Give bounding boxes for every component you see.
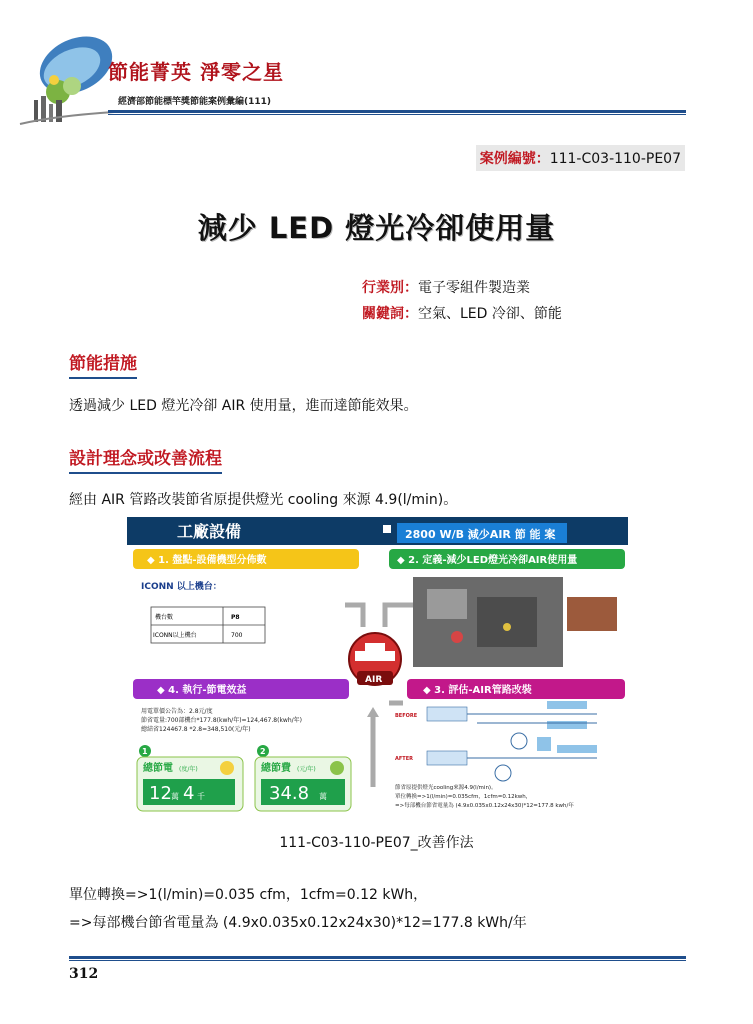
design-text: 經由 AIR 管路改裝節省原提供燈光 cooling 來源 4.9(l/min)。 bbox=[69, 492, 458, 508]
bulb-icon bbox=[220, 761, 234, 775]
before-label: BEFORE bbox=[395, 713, 418, 719]
industry-value: 電子零組件製造業 bbox=[418, 280, 530, 296]
photo-notes bbox=[573, 635, 621, 653]
figure-svg bbox=[127, 517, 628, 815]
banner-text: 2800 W/B 減少AIR 節 能 案 bbox=[405, 528, 556, 541]
before-loop bbox=[511, 733, 527, 749]
improvement-figure bbox=[127, 517, 628, 815]
svg-text:萬: 萬 bbox=[319, 792, 327, 801]
svg-text:(度/年): (度/年) bbox=[179, 766, 198, 773]
note-line-2: 單位轉換=>1(l/min)=0.035cfm，1cfm=0.12kwh， bbox=[395, 794, 532, 800]
header-rule bbox=[108, 110, 686, 113]
table-cell-2: 700 bbox=[231, 632, 243, 639]
figure-caption: 111-C03-110-PE07_改善作法 bbox=[279, 835, 474, 851]
arrow-right-down bbox=[385, 605, 417, 627]
svg-text:1: 1 bbox=[142, 747, 148, 756]
after-loop bbox=[495, 765, 511, 781]
case-number bbox=[476, 145, 685, 171]
footer-rule-thin bbox=[69, 960, 686, 961]
svg-text:34.8: 34.8 bbox=[269, 783, 310, 804]
keywords-value: 空氣、LED 冷卻、節能 bbox=[418, 306, 562, 322]
coin-icon bbox=[330, 761, 344, 775]
air-label: AIR bbox=[365, 675, 383, 685]
after-label: AFTER bbox=[395, 756, 413, 762]
step4-label: ◆ 4. 執行-節電效益 bbox=[157, 685, 247, 696]
iconn-label: ICONN 以上機台： bbox=[141, 582, 222, 592]
factory-title: 工廠設備 bbox=[177, 522, 242, 541]
case-number-value: 111-C03-110-PE07 bbox=[549, 151, 681, 167]
keywords-line bbox=[362, 303, 562, 323]
svg-text:千: 千 bbox=[197, 792, 205, 801]
keywords-label: 關鍵詞： bbox=[362, 306, 418, 322]
step3-label: ◆ 3. 評估-AIR管路改裝 bbox=[423, 685, 532, 696]
brand-title: 節能菁英 淨零之星 bbox=[108, 60, 284, 84]
after-system-box bbox=[427, 751, 467, 765]
note-line-1: 節省原提供燈光cooling來源4.9(l/min)。 bbox=[395, 785, 497, 791]
publication-subtitle: 經濟部節能標竿獎節能案例彙編(111) bbox=[118, 97, 272, 107]
page-title: 減少 LED 燈光冷卻使用量 bbox=[197, 211, 556, 245]
table-header-1: 機台數 bbox=[155, 614, 174, 621]
conversion-line-1: 單位轉換=>1(l/min)=0.035 cfm，1cfm=0.12 kWh， bbox=[69, 887, 428, 903]
case-number-label: 案例編號： bbox=[479, 151, 550, 167]
step1-label: ◆ 1. 盤點-設備機型分佈數 bbox=[147, 555, 267, 566]
total-power-label: 總節電 bbox=[143, 763, 173, 774]
industry-line bbox=[362, 277, 530, 297]
table-cell-1: ICONN以上機台 bbox=[153, 632, 197, 639]
svg-text:2: 2 bbox=[260, 747, 266, 756]
step2-label: ◆ 2. 定義-減少LED燈光冷卻AIR使用量 bbox=[397, 555, 578, 566]
measures-text: 透過減少 LED 燈光冷卻 AIR 使用量，進而達節能效果。 bbox=[69, 398, 418, 414]
page-number: 312 bbox=[69, 966, 99, 982]
footer-rule bbox=[69, 956, 686, 959]
calc-line-2: 節省電量:700部機台*177.8(kwh/年)=124,467.8(kwh/年) bbox=[141, 717, 302, 724]
led-closeup-photo bbox=[567, 597, 617, 631]
total-cost-label: 總節費 bbox=[261, 763, 291, 774]
section-heading-design: 設計理念或改善流程 bbox=[69, 444, 222, 474]
table-header-2: P8 bbox=[231, 614, 240, 621]
svg-text:12: 12 bbox=[149, 783, 172, 804]
banner-bullet bbox=[383, 525, 391, 533]
svg-text:4: 4 bbox=[183, 783, 195, 804]
before-system-box bbox=[427, 707, 467, 721]
svg-text:(元/年): (元/年) bbox=[297, 766, 316, 773]
note-line-3: =>每部機台節省電量為 (4.9x0.035x0.12x24x30)*12=177.8 kwh/年 bbox=[395, 803, 574, 809]
calc-line-1: 用電單價公告為：2.8元/度 bbox=[141, 708, 213, 715]
section-heading-measures: 節能措施 bbox=[69, 349, 137, 379]
calc-line-3: 總結省124467.8 *2.8=348,510(元/年) bbox=[141, 726, 251, 733]
arrow-left-down bbox=[345, 605, 363, 627]
industry-label: 行業別： bbox=[362, 280, 418, 296]
conversion-line-2: =>每部機台節省電量為 (4.9x0.035x0.12x24x30)*12=177.8 kWh/年 bbox=[69, 915, 527, 931]
svg-text:萬: 萬 bbox=[171, 792, 179, 801]
header-rule-thin bbox=[108, 114, 686, 115]
